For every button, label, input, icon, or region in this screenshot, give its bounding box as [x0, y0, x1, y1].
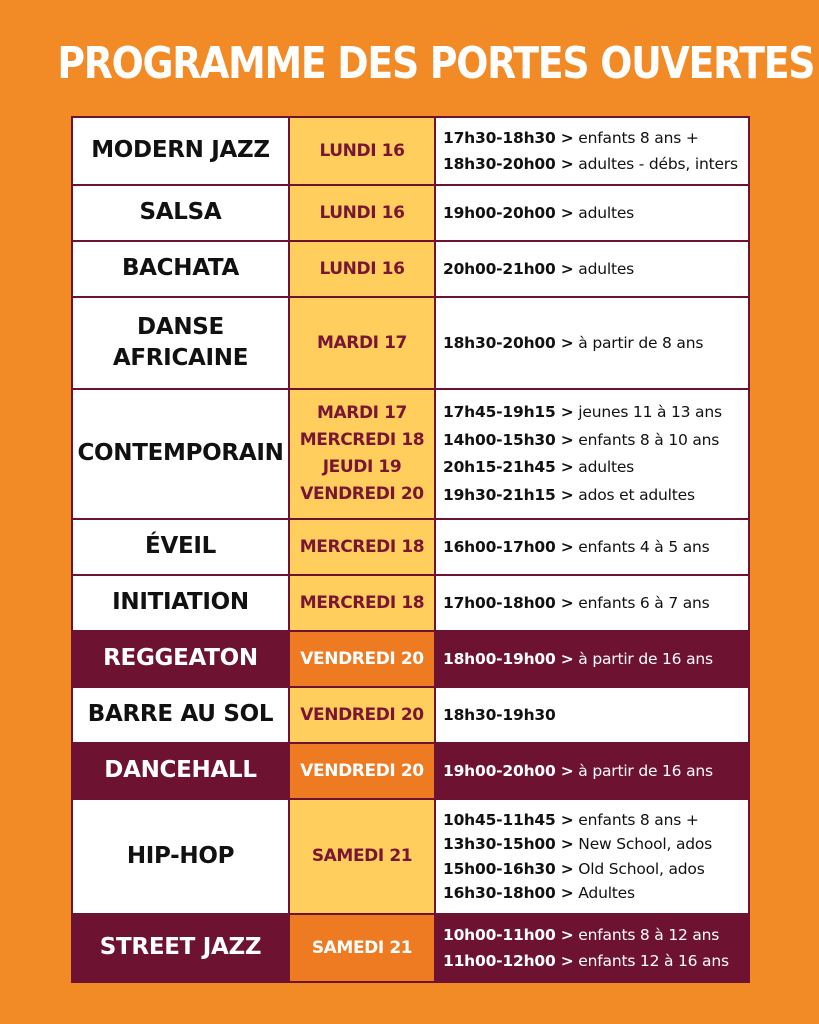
day-cell: [289, 117, 435, 185]
slot-desc: enfants 8 à 10 ans: [573, 430, 720, 449]
time-slot: [443, 454, 748, 482]
day-label: LUNDI 16: [319, 202, 405, 223]
table-row: [72, 575, 749, 631]
slot-time: 17h00-18h00 >: [443, 594, 574, 612]
slot-desc: enfants 12 à 16 ans: [573, 952, 729, 970]
time-slots: [435, 519, 749, 575]
day-label: JEUDI 19: [322, 457, 402, 477]
day-label: SAMEDI 21: [311, 937, 413, 958]
table-row: [72, 743, 749, 799]
slot-time: 13h30-15h00 >: [443, 835, 574, 853]
slot-time: 18h00-19h00 >: [443, 650, 574, 668]
slot-time: 19h00-20h00 >: [443, 762, 574, 780]
table-row: [72, 389, 749, 519]
time-slot: [443, 922, 748, 948]
slot-desc: adultes - débs, inters: [573, 155, 738, 173]
course-name: DANSE AFRICAINE: [72, 297, 289, 389]
time-slot: [443, 125, 748, 151]
time-slots: [435, 389, 749, 519]
time-slots: [435, 241, 749, 297]
time-slot: [443, 808, 748, 833]
slot-desc: enfants 8 ans +: [573, 810, 699, 829]
time-slot: [443, 427, 748, 455]
page-title: PROGRAMME DES PORTES OUVERTES: [57, 38, 815, 89]
day-label: SAMEDI 21: [311, 846, 413, 866]
table-row: [72, 914, 749, 982]
time-slot: [443, 590, 748, 616]
day-cell: [289, 799, 435, 914]
slot-time: 20h15-21h45 >: [443, 458, 574, 476]
slot-desc: jeunes 11 à 13 ans: [573, 403, 722, 421]
table-row: [72, 631, 749, 687]
slot-time: 20h00-21h00 >: [443, 260, 574, 278]
day-cell: [289, 389, 435, 519]
day-label: MERCREDI 18: [299, 430, 425, 450]
course-name: ÉVEIL: [72, 519, 289, 575]
time-slot: [443, 857, 748, 882]
time-slots: [435, 631, 749, 687]
day-label: VENDREDI 20: [300, 760, 424, 781]
course-name: INITIATION: [72, 575, 289, 631]
slot-desc: enfants 6 à 7 ans: [573, 594, 710, 612]
course-name: BACHATA: [72, 241, 289, 297]
day-cell: [289, 297, 435, 389]
time-slot: [443, 881, 748, 906]
slot-time: 18h30-19h30: [443, 706, 556, 724]
time-slots: [435, 914, 749, 982]
time-slot: [443, 151, 748, 177]
slot-desc: enfants 8 ans +: [573, 129, 699, 147]
day-cell: [289, 631, 435, 687]
slot-desc: adultes: [573, 260, 635, 278]
time-slot: [443, 200, 748, 226]
day-cell: [289, 743, 435, 799]
slot-time: 10h45-11h45 >: [443, 810, 574, 829]
table-row: [72, 117, 749, 185]
slot-time: 15h00-16h30 >: [443, 859, 574, 878]
table-row: [72, 297, 749, 389]
slot-desc: ados et adultes: [573, 485, 695, 504]
slot-time: 16h00-17h00 >: [443, 538, 574, 556]
course-name: REGGEATON: [72, 631, 289, 687]
course-name: HIP-HOP: [72, 799, 289, 914]
day-label: VENDREDI 20: [300, 648, 424, 669]
course-name: BARRE AU SOL: [72, 687, 289, 743]
day-label: MARDI 17: [317, 332, 407, 353]
slot-time: 18h30-20h00 >: [443, 334, 574, 352]
slot-time: 16h30-18h00 >: [443, 884, 574, 902]
course-name: SALSA: [72, 185, 289, 241]
course-name: CONTEMPORAIN: [72, 389, 289, 519]
time-slot: [443, 948, 748, 974]
slot-desc: enfants 4 à 5 ans: [573, 538, 710, 556]
day-cell: [289, 519, 435, 575]
time-slots: [435, 575, 749, 631]
slot-desc: New School, ados: [573, 835, 713, 853]
time-slot: [443, 330, 748, 356]
day-cell: [289, 687, 435, 743]
slot-time: 18h30-20h00 >: [443, 155, 574, 173]
time-slot: [443, 482, 748, 510]
day-cell: [289, 914, 435, 982]
day-label: MARDI 17: [317, 403, 407, 423]
slot-desc: enfants 8 à 12 ans: [573, 926, 720, 944]
slot-desc: Adultes: [573, 884, 635, 902]
day-label: LUNDI 16: [319, 140, 405, 161]
table-row: [72, 519, 749, 575]
slot-desc: adultes: [573, 458, 635, 476]
slot-time: 10h00-11h00 >: [443, 926, 574, 944]
time-slots: [435, 743, 749, 799]
course-name: MODERN JAZZ: [72, 117, 289, 185]
time-slot: [443, 832, 748, 857]
day-cell: [289, 241, 435, 297]
slot-time: 19h00-20h00 >: [443, 204, 574, 222]
time-slot: [443, 399, 748, 427]
slot-desc: à partir de 16 ans: [573, 762, 713, 780]
day-label: MERCREDI 18: [299, 592, 425, 613]
time-slots: [435, 687, 749, 743]
day-cell: [289, 185, 435, 241]
day-label: VENDREDI 20: [300, 484, 424, 504]
schedule-table: [71, 116, 750, 983]
day-label: LUNDI 16: [319, 258, 405, 279]
table-row: [72, 241, 749, 297]
slot-time: 17h45-19h15 >: [443, 403, 574, 421]
time-slots: [435, 297, 749, 389]
time-slot: [443, 646, 748, 672]
day-label: VENDREDI 20: [300, 704, 424, 725]
time-slot: [443, 534, 748, 560]
slot-time: 11h00-12h00 >: [443, 952, 574, 970]
course-name: STREET JAZZ: [72, 914, 289, 982]
time-slot: [443, 758, 748, 784]
course-name: DANCEHALL: [72, 743, 289, 799]
slot-time: 14h00-15h30 >: [443, 430, 574, 449]
slot-time: 19h30-21h15 >: [443, 485, 574, 504]
slot-time: 17h30-18h30 >: [443, 129, 574, 147]
time-slots: [435, 117, 749, 185]
slot-desc: Old School, ados: [573, 859, 705, 878]
time-slots: [435, 185, 749, 241]
time-slots: [435, 799, 749, 914]
slot-desc: adultes: [573, 204, 635, 222]
slot-desc: à partir de 16 ans: [573, 650, 713, 668]
day-label: MERCREDI 18: [299, 536, 425, 557]
slot-desc: à partir de 8 ans: [573, 334, 704, 352]
day-cell: [289, 575, 435, 631]
table-row: [72, 185, 749, 241]
time-slot: [443, 256, 748, 282]
time-slot: [443, 702, 748, 728]
table-row: [72, 799, 749, 914]
table-row: [72, 687, 749, 743]
